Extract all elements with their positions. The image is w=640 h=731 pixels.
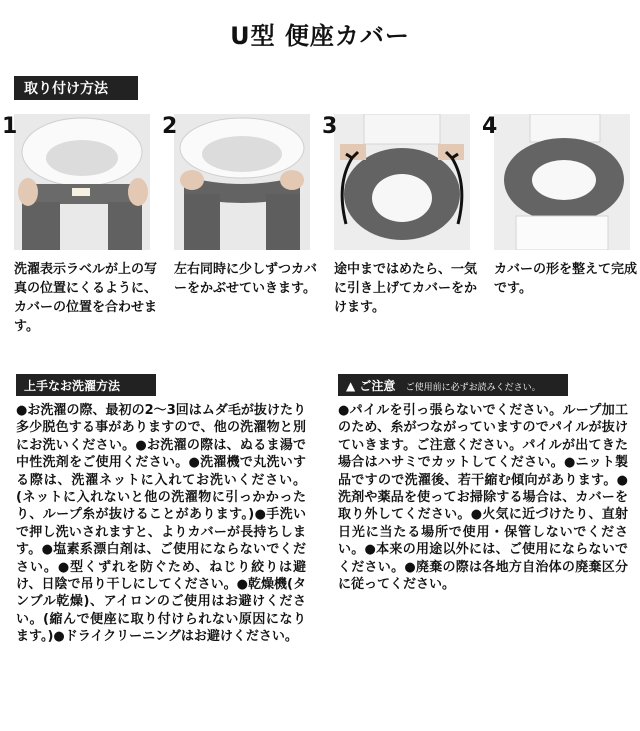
install-method-heading: 取り付け方法: [14, 76, 138, 100]
step-2-text: 左右同時に少しずつカバーをかぶせていきます。: [174, 262, 318, 296]
step-3-number: 3: [322, 114, 338, 139]
step-1-number: 1: [2, 114, 18, 139]
step-3-photo: [334, 114, 470, 250]
caution-section: [338, 374, 628, 593]
warning-icon: ▲: [346, 379, 356, 393]
page-title: U型 便座カバー: [230, 22, 410, 50]
step-4-text: カバーの形を整えて完成です。: [494, 262, 638, 296]
caution-subheading: ご使用前に必ずお読みください。: [405, 383, 541, 393]
caution-heading-bar: [338, 374, 568, 396]
step-2-number: 2: [162, 114, 178, 139]
step-4-photo: [494, 114, 630, 250]
step-1-text: 洗濯表示ラベルが上の写真の位置にくるように、カバーの位置を合わせます。: [14, 262, 158, 334]
step-4-number: 4: [482, 114, 498, 139]
washing-body: ●お洗濯の際、最初の2〜3回はムダ毛が抜けたり多少脱色する事がありますので、他の洗濯物と別にお洗いください。●お洗濯の際は、ぬるま湯で中性洗剤をご使用ください。●洗濯機で丸洗いする際は、洗濯ネットに入れてお洗いください。(ネットに入れないと他の洗濯物に引っかかったり、ループ糸が抜けることがあります。)●手洗いで押し洗いされますと、よりカバーが長持ちします。●塩素系漂白剤は、ご使用にならないでください。●型くずれを防ぐため、ねじり絞りは避け、日陰で吊り干しにしてください。●乾燥機(タンブル乾燥)、アイロンのご使用はお避けください。(縮んで便座に取り付けられない原因になります。)●ドライクリーニングはお避けください。: [16, 403, 306, 645]
washing-section: [16, 374, 306, 646]
step-2-photo: [174, 114, 310, 250]
washing-heading: 上手なお洗濯方法: [16, 374, 156, 396]
step-3-text: 途中まではめたら、一気に引き上げてカバーをかけます。: [334, 262, 478, 315]
caution-heading: ご注意: [359, 379, 396, 393]
caution-body: ●パイルを引っ張らないでください。ループ加工のため、糸がつながっていますのでパイルが抜けていきます。ご注意ください。パイルが出てきた場合はハサミでカットしてください。●ニット製品ですので洗濯後、若干縮む傾向があります。●洗剤や薬品を使ってお掃除する場合は、カバーを取り外してください。●火気に近づけたり、直射日光に当たる場所で使用・保管しないでください。●本来の用途以外には、ご使用にならないでください。●廃棄の際は各地方自治体の廃棄区分に従ってください。: [338, 403, 628, 593]
step-1-photo: [14, 114, 150, 250]
